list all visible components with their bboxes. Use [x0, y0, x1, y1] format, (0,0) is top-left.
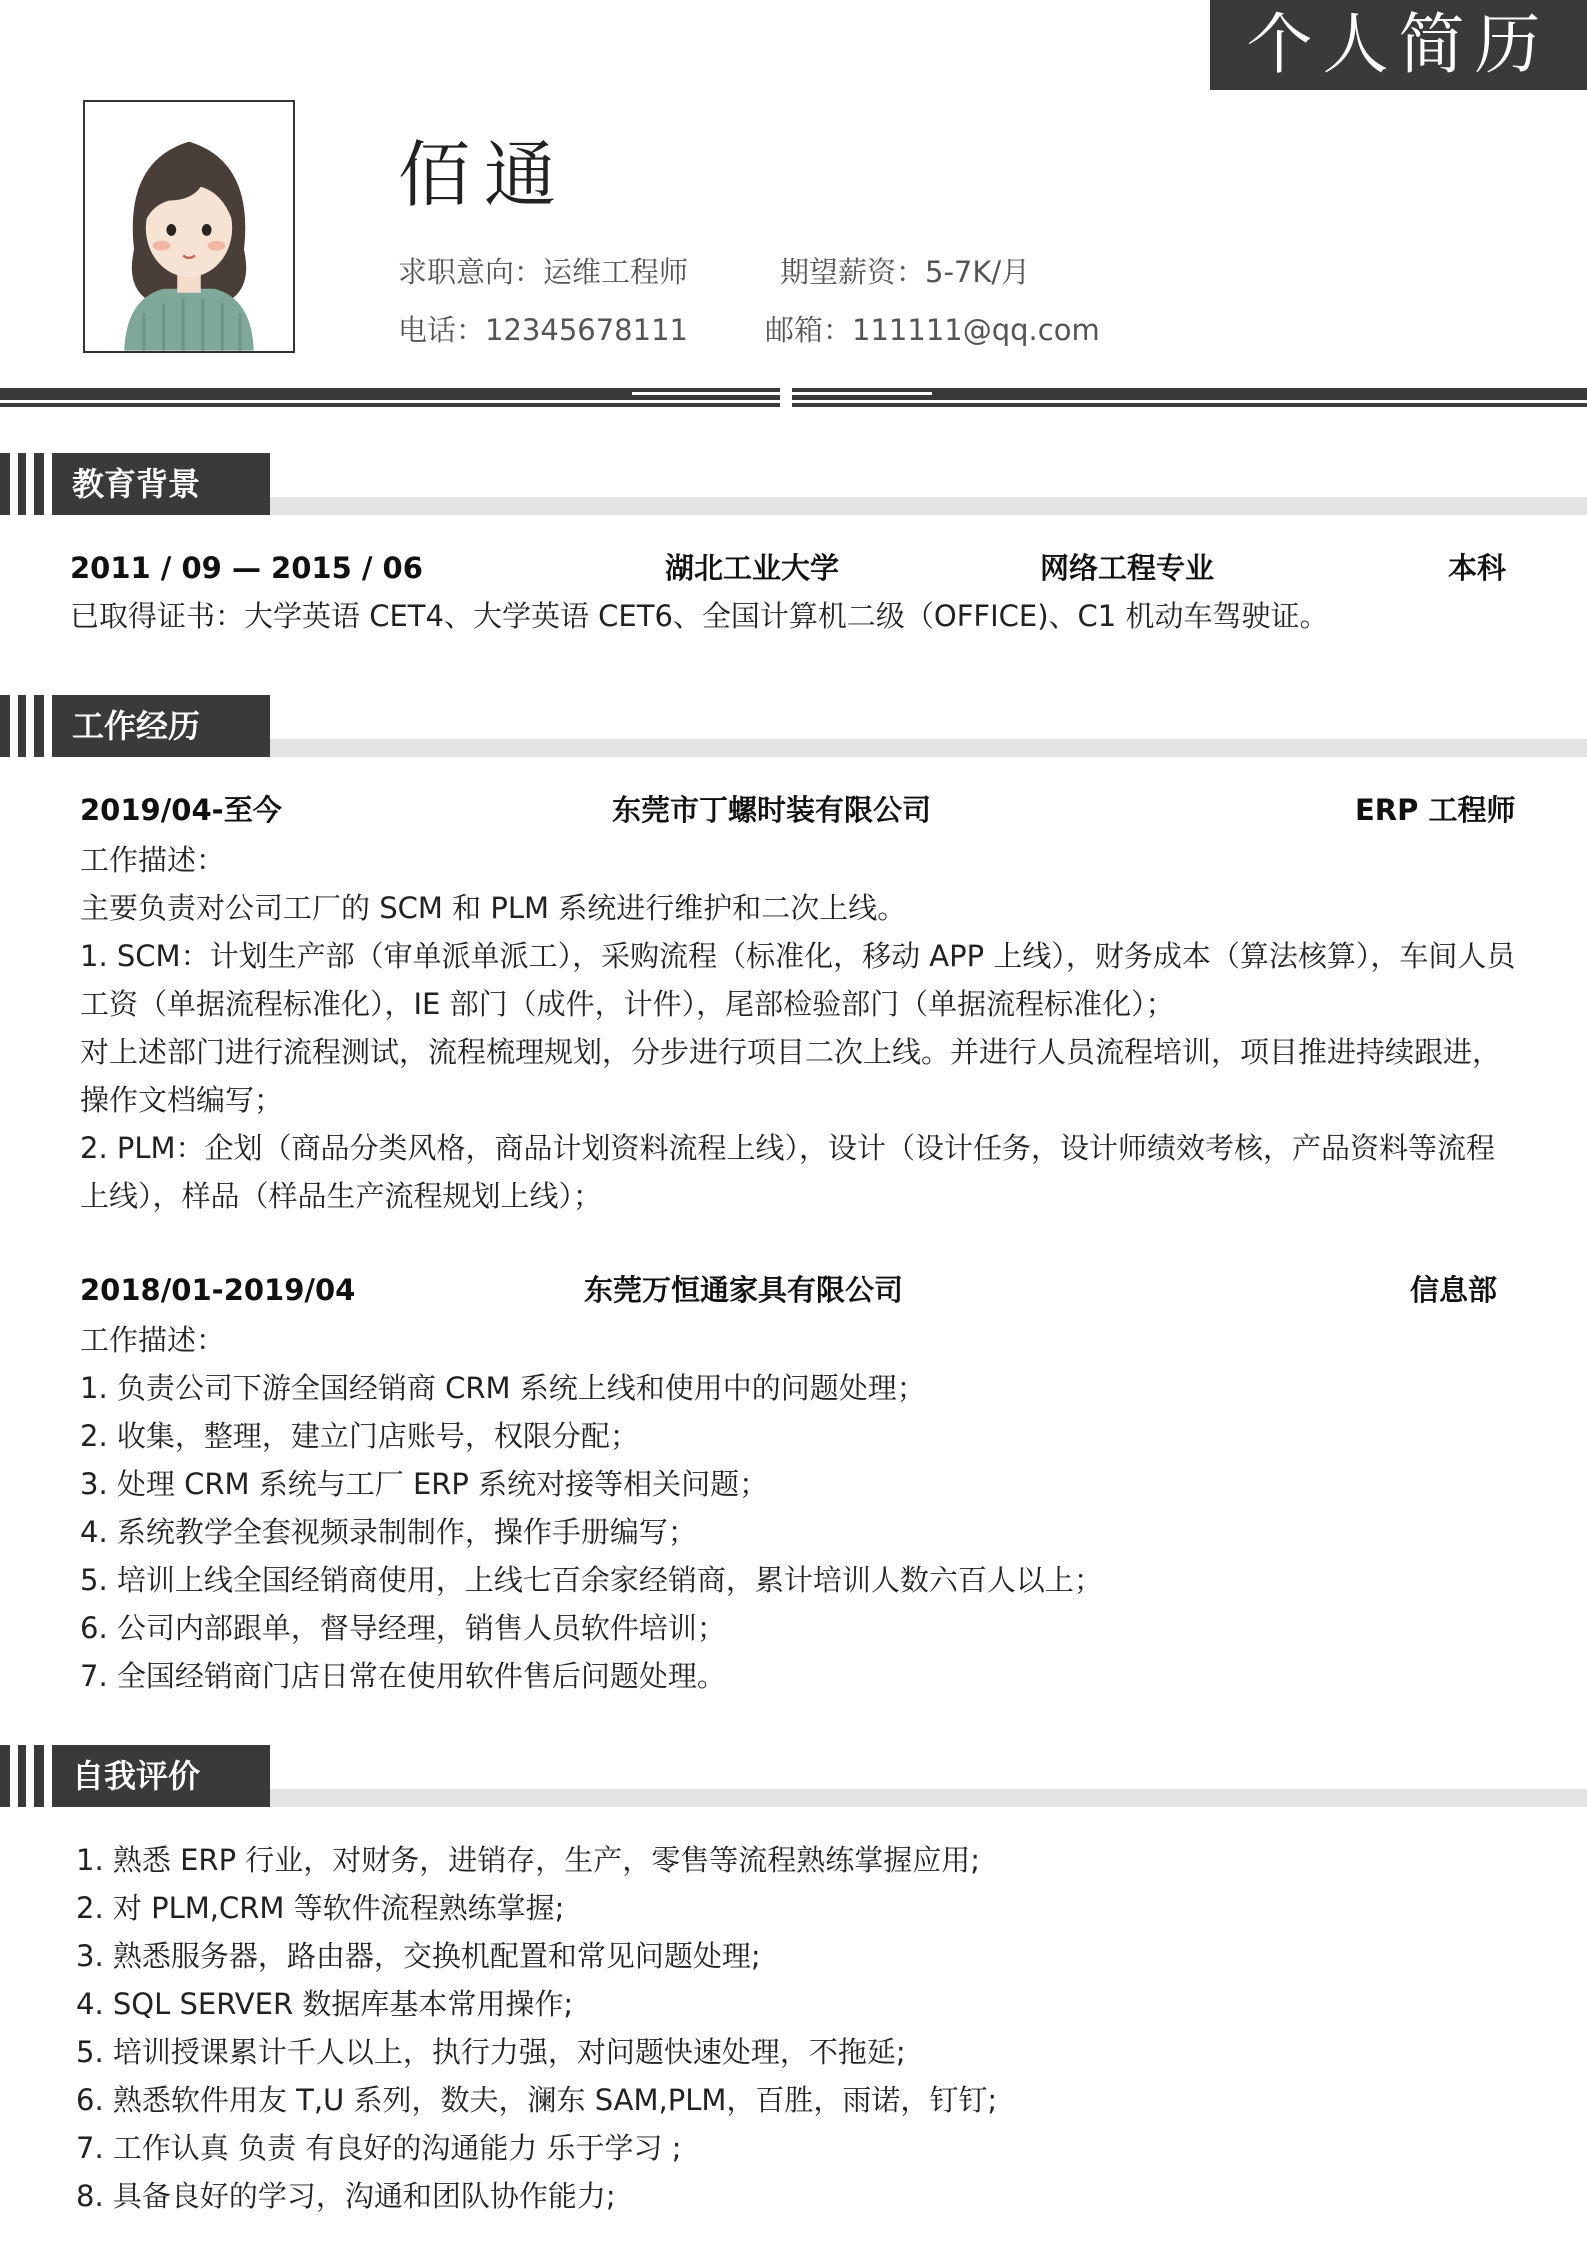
section-stripe [270, 497, 1587, 515]
list-item: 1. 熟悉 ERP 行业，对财务，进销存，生产，零售等流程熟练掌握应用; [76, 1843, 981, 1877]
list-item: 6. 熟悉软件用友 T,U 系列，数夫，澜东 SAM,PLM，百胜，雨诺，钉钉; [76, 2083, 998, 2117]
job-desc-line: 3. 处理 CRM 系统与工厂 ERP 系统对接等相关问题； [80, 1467, 769, 1501]
avatar-illustration [85, 102, 293, 351]
job-desc-line: 2. 收集，整理，建立门店账号，权限分配； [80, 1419, 639, 1453]
header-divider-right-thin [792, 403, 1587, 407]
list-item: 5. 培训授课累计千人以上，执行力强，对问题快速处理，不拖延; [76, 2035, 906, 2069]
job-title: 信息部 [1410, 1273, 1498, 1307]
job-intent-label: 求职意向： [398, 255, 544, 289]
avatar [83, 100, 295, 353]
education-major: 网络工程专业 [1040, 551, 1215, 585]
work-heading: 工作经历 [52, 695, 270, 757]
email-label: 邮箱： [765, 313, 853, 347]
job-desc-line: 2. PLM：企划（商品分类风格，商品计划资料流程上线），设计（设计任务，设计师绩效考核，产品资料等流程上线），样品（样品生产流程规划上线）； [80, 1131, 1496, 1213]
header-divider-gap-right [792, 392, 932, 395]
salary-label: 期望薪资： [780, 255, 926, 289]
job-desc-line: 1. 负责公司下游全国经销商 CRM 系统上线和使用中的问题处理； [80, 1371, 926, 1405]
job-title: ERP 工程师 [1355, 793, 1516, 827]
job-desc-line: 1. SCM：计划生产部（审单派单派工），采购流程（标准化，移动 APP 上线），财务成本（算法核算），车间人员工资（单据流程标准化），IE 部门（成件，计件），尾部检验部门（单据流程标准化）； [80, 939, 1516, 1021]
work-section-header [0, 695, 1587, 757]
job-desc-label: 工作描述： [80, 843, 226, 877]
list-item: 8. 具备良好的学习，沟通和团队协作能力; [76, 2179, 616, 2213]
candidate-name: 佰通 [398, 133, 571, 217]
list-item: 7. 工作认真 负责 有良好的沟通能力 乐于学习 ; [76, 2131, 682, 2165]
job-company: 东莞万恒通家具有限公司 [584, 1273, 904, 1307]
job-intent [398, 252, 688, 292]
resume-title-banner: 个人简历 [1210, 0, 1587, 90]
self-eval-list [76, 1836, 997, 2220]
job-desc-line: 7. 全国经销商门店日常在使用软件售后问题处理。 [80, 1659, 726, 1693]
email [765, 310, 1100, 350]
education-degree: 本科 [1448, 551, 1507, 585]
self-eval-section-header [0, 1745, 1587, 1807]
header-divider-left-thin [0, 403, 780, 407]
email-value[interactable]: 111111@qq.com [852, 313, 1100, 347]
expected-salary [780, 252, 1030, 292]
job-description [80, 836, 1520, 1220]
job-desc-line: 5. 培训上线全国经销商使用，上线七百余家经销商，累计培训人数六百人以上； [80, 1563, 1103, 1597]
job-desc-line: 对上述部门进行流程测试，流程梳理规划，分步进行项目二次上线。并进行人员流程培训，项目推进持续跟进，操作文档编写； [80, 1035, 1502, 1117]
job-desc-line: 4. 系统教学全套视频录制制作，操作手册编写； [80, 1515, 697, 1549]
job-desc-label: 工作描述： [80, 1323, 226, 1357]
list-item: 2. 对 PLM,CRM 等软件流程熟练掌握; [76, 1891, 565, 1925]
phone-value[interactable]: 12345678111 [485, 313, 688, 347]
job-intent-value: 运维工程师 [543, 255, 689, 289]
education-section-header [0, 453, 1587, 515]
job-description [80, 1316, 1520, 1700]
phone [398, 310, 688, 350]
job-period: 2018/01-2019/04 [80, 1273, 356, 1307]
education-heading: 教育背景 [52, 453, 270, 515]
job-company: 东莞市丁螺时装有限公司 [612, 793, 932, 827]
list-item: 3. 熟悉服务器，路由器，交换机配置和常见问题处理; [76, 1939, 761, 1973]
self-eval-heading: 自我评价 [52, 1745, 270, 1807]
list-item: 4. SQL SERVER 数据库基本常用操作; [76, 1987, 574, 2021]
job-desc-line: 主要负责对公司工厂的 SCM 和 PLM 系统进行维护和二次上线。 [80, 891, 907, 925]
header-divider-gap-left [632, 392, 780, 395]
job-period: 2019/04-至今 [80, 793, 282, 827]
section-stripe [270, 739, 1587, 757]
section-stripe [270, 1789, 1587, 1807]
education-school: 湖北工业大学 [665, 551, 840, 585]
phone-label: 电话： [398, 313, 486, 347]
job-desc-line: 6. 公司内部跟单，督导经理，销售人员软件培训； [80, 1611, 726, 1645]
education-period: 2011 / 09 — 2015 / 06 [70, 551, 423, 585]
education-certificates: 已取得证书：大学英语 CET4、大学英语 CET6、全国计算机二级（OFFICE)、C1 机动车驾驶证。 [70, 599, 1329, 633]
salary-value: 5-7K/月 [925, 255, 1031, 289]
